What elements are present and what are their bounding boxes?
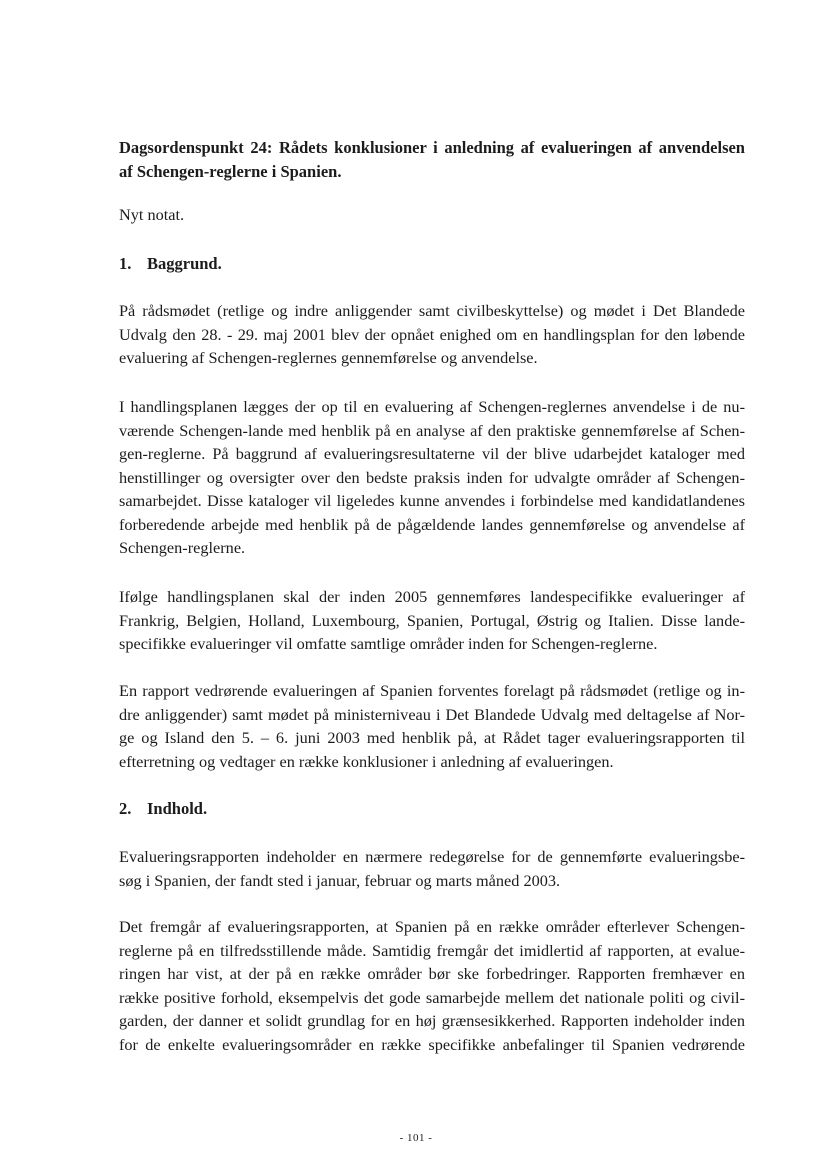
paragraph — [119, 915, 745, 1056]
paragraph-line: for de enkelte evalueringsområder en række specifikke anbefalinger til Spanien vedrørende — [119, 1034, 745, 1054]
paragraph-line: forberedende arbejde med henblik på de pågældende landes gennemførelse og anvendelse af — [119, 514, 745, 534]
paragraph-line: række positive forhold, eksempelvis det gode samarbejde mellem det nationale politi og civil- — [119, 987, 745, 1007]
paragraph-line: En rapport vedrørende evalueringen af Spanien forventes forelagt på rådsmødet (retlige og in- — [119, 681, 745, 700]
paragraph-line: søg i Spanien, der fandt sted i januar, februar og marts måned 2003. — [119, 870, 561, 890]
paragraph-line: Udvalg den 28. - 29. maj 2001 blev der opnået enighed om en handlingsplan for den løbende — [119, 324, 745, 344]
subtitle-text: Nyt notat. — [119, 205, 185, 224]
paragraph — [119, 679, 745, 773]
page-number: - 101 - — [399, 1132, 433, 1144]
paragraph-line: evaluering af Schengen-reglernes gennemførelse og anvendelse. — [119, 348, 538, 367]
paragraph-line: reglerne på en tilfredsstillende måde. Samtidig fremgår det imidlertid af rapporten, at evalue- — [119, 940, 745, 960]
paragraph — [119, 585, 745, 656]
paragraph-line: specifikke evalueringer vil omfatte samtlige områder inden for Schengen-reglerne. — [119, 634, 658, 653]
note-subtitle — [119, 203, 745, 227]
paragraph-line: værende Schengen-lande med henblik på en analyse af den praktiske gennemførelse af Schen- — [119, 420, 745, 440]
title-line: af Schengen-reglerne i Spanien. — [119, 161, 342, 181]
section-title: Baggrund. — [147, 254, 222, 273]
paragraph — [119, 395, 745, 560]
paragraph-line: På rådsmødet (retlige og indre anliggender samt civilbeskyttelse) og mødet i Det Blandede — [119, 301, 745, 320]
section-title: Indhold. — [147, 799, 208, 818]
paragraph-line: samarbejdet. Disse kataloger vil ligeledes kunne anvendes i forbindelse med kandidatlandenes — [119, 491, 745, 510]
paragraph-line: efterretning og vedtager en række konklusioner i anledning af evalueringen. — [119, 751, 614, 771]
paragraph — [119, 845, 745, 892]
paragraph-line: Ifølge handlingsplanen skal der inden 2005 gennemføres landespecifikke evalueringer af — [119, 587, 745, 606]
paragraph-line: garden, der danner et solidt grundlag for en høj grænsesikkerhed. Rapporten indeholder inden — [119, 1011, 745, 1030]
paragraph-line: I handlingsplanen lægges der op til en evaluering af Schengen-reglernes anvendelse i de nu- — [119, 397, 745, 416]
section-heading — [119, 252, 745, 276]
paragraph-line: Evalueringsrapporten indeholder en nærmere redegørelse for de gennemførte evalueringsbe- — [119, 847, 745, 866]
paragraph-line: gen-reglerne. På baggrund af evalueringsresultaterne vil der blive udarbejdet kataloger med — [119, 444, 745, 463]
section-heading — [119, 797, 745, 821]
paragraph-line: dre anliggender) samt mødet på ministerniveau i Det Blandede Udvalg med deltagelse af Nor- — [119, 704, 745, 724]
agenda-item-title — [119, 136, 745, 183]
paragraph-line: henstillinger og oversigter over den bedste praksis inden for udvalgte områder af Schengen- — [119, 467, 745, 487]
paragraph — [119, 299, 745, 370]
paragraph-line: ge og Island den 5. – 6. juni 2003 med henblik på, at Rådet tager evalueringsrapporten til — [119, 728, 745, 747]
paragraph-line: ringen har vist, at der på en række områder bør ske forbedringer. Rapporten fremhæver en — [119, 964, 745, 983]
section-number: 2. — [119, 799, 132, 818]
section-number: 1. — [119, 254, 132, 273]
paragraph-line: Schengen-reglerne. — [119, 538, 246, 557]
paragraph-line: Frankrig, Belgien, Holland, Luxembourg, Spanien, Portugal, Østrig og Italien. Disse lande- — [119, 610, 745, 630]
paragraph-line: Det fremgår af evalueringsrapporten, at Spanien på en række områder efterlever Schengen- — [119, 917, 745, 936]
title-line: Dagsordenspunkt 24: Rådets konklusioner i anledning af evalueringen af anvendelsen — [119, 138, 745, 157]
